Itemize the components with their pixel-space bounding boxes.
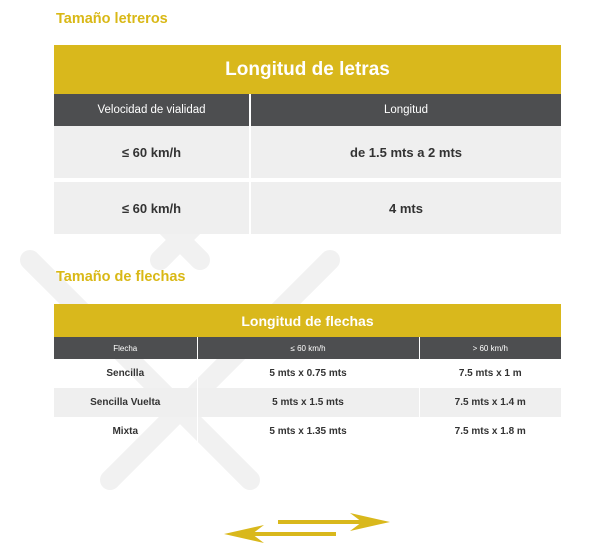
letter-length-table: [54, 45, 561, 234]
column-header: Velocidad de vialidad: [54, 94, 250, 126]
table-row: [54, 359, 561, 388]
table-caption: Longitud de letras: [54, 45, 561, 94]
table-cell: Sencilla Vuelta: [54, 388, 197, 417]
table-cell: ≤ 60 km/h: [54, 126, 250, 178]
table-row: [54, 417, 561, 446]
table-row: [54, 126, 561, 178]
table-cell: ≤ 60 km/h: [54, 182, 250, 234]
section-title-flechas: Tamaño de flechas: [56, 269, 186, 285]
double-arrow-icon: [220, 510, 395, 546]
table-cell: 5 mts x 0.75 mts: [197, 359, 419, 388]
table-cell: Sencilla: [106, 368, 145, 379]
table-cell: 5 mts x 1.5 mts: [197, 388, 419, 417]
section-title-letreros: Tamaño letreros: [56, 11, 168, 27]
table-cell: 4 mts: [250, 182, 561, 234]
column-header: Longitud: [250, 94, 561, 126]
table-cell: de 1.5 mts a 2 mts: [250, 126, 561, 178]
table-cell: Mixta: [112, 426, 139, 437]
table-cell: 7.5 mts x 1 m: [419, 359, 561, 388]
table-row: [54, 182, 561, 234]
column-header: Flecha: [54, 337, 197, 359]
column-header: ≤ 60 km/h: [197, 337, 419, 359]
table-cell: 7.5 mts x 1.4 m: [419, 388, 561, 417]
table-cell: 7.5 mts x 1.8 m: [419, 417, 561, 446]
arrow-length-table: [54, 304, 561, 446]
table-cell: 5 mts x 1.35 mts: [197, 417, 419, 446]
column-header: > 60 km/h: [419, 337, 561, 359]
table-caption: Longitud de flechas: [54, 304, 561, 337]
table-row: [54, 388, 561, 417]
